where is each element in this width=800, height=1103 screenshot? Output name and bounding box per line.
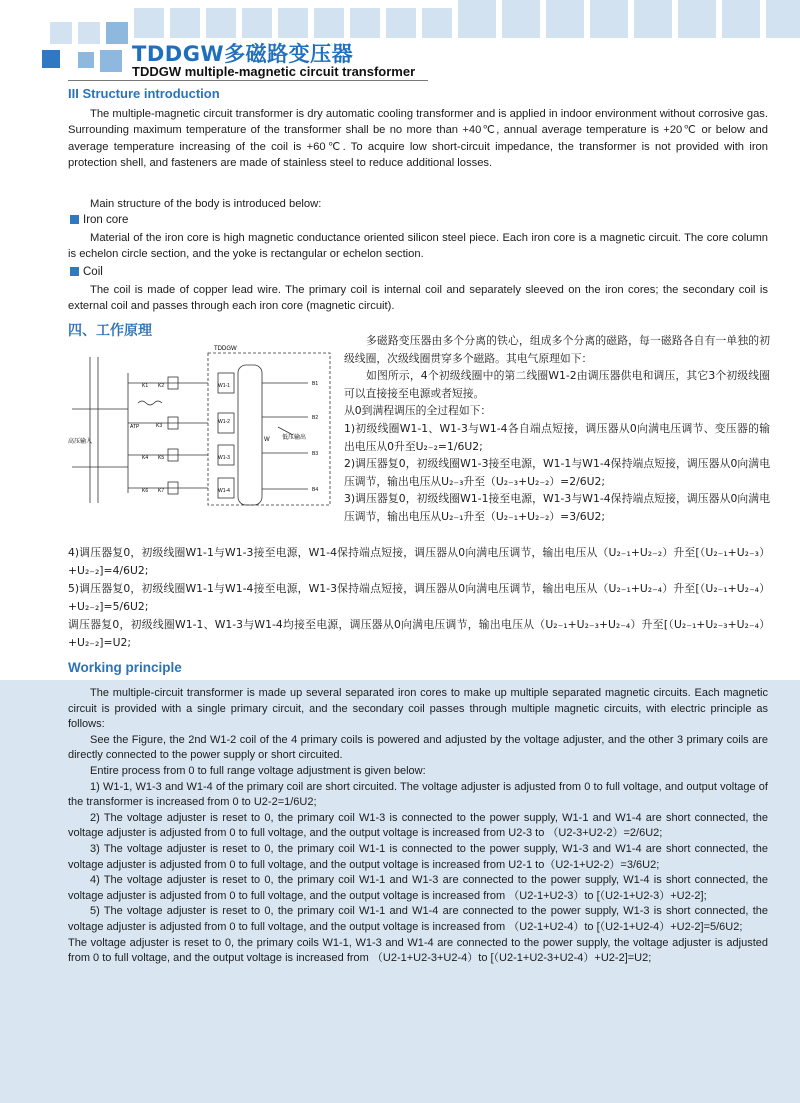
decor-square [458,0,496,38]
diagram-b-label: B3 [312,451,319,457]
principle-cn-p3: 从0到满程调压的全过程如下： [344,404,492,418]
diagram-atp-label: ATP [130,424,140,430]
diagram-k-label: K3 [156,423,163,429]
section-heading-structure: III Structure introduction [68,86,220,101]
working-p3: Entire process from 0 to full range voltage adjustment is given below: [90,764,426,777]
decor-square [78,22,100,44]
diagram-k-label: K5 [158,455,165,461]
principle-cn-p1: 多磁路变压器由多个分离的铁心，组成多个分离的磁路，每一磁路各自有一单独的初级线圈，次级线圈贯穿多个磁路。其电气原理如下： [344,334,770,365]
section-heading-working: Working principle [68,660,182,675]
bullet-square-icon [70,215,79,224]
decor-square [134,8,164,38]
diagram-k-label: K7 [158,488,165,494]
principle-cn-paragraph-wide [68,544,770,652]
decor-square [314,8,344,38]
diagram-input-label: 高压输入 [68,438,93,445]
bullet-label: Coil [83,266,103,278]
decor-square [386,8,416,38]
decor-square [42,50,60,68]
diagram-w-label: W1-3 [218,455,230,461]
bullet-iron-core [70,212,128,228]
structure-intro-line: Main structure of the body is introduced below: [90,198,322,210]
diagram-k-label: K1 [142,383,149,389]
bullet-label: Iron core [83,214,129,226]
diagram-w-label: W1-1 [218,383,230,389]
decor-square [50,22,72,44]
principle-cn-step: 5)调压器复0，初级线圈W1-1与W1-4接至电源，W1-3保持端点短接，调压器从0向满电压调节，输出电压从（U₂₋₁+U₂₋₄）升至[（U₂₋₁+U₂₋₄）+U₂₋₂]=5/6U2; [68,582,770,613]
principle-cn-paragraph [344,332,770,526]
decor-square [502,0,540,38]
working-step: 3) The voltage adjuster is reset to 0, the primary coil W1-1 is connected to the power supply, W1-3 and W1-4 are short connected, the voltage adjuster is adjusted from 0 to full voltage, and the output voltage is increased from U2-1 to（U2-1+U2-2）=3/6U2; [68,842,768,871]
diagram-w-label: W1-4 [218,488,230,494]
page-title-en: TDDGW multiple-magnetic circuit transformer [132,64,416,79]
decor-square [242,8,272,38]
diagram-output-label: 低压输出 [282,434,307,441]
working-step: 1) W1-1, W1-3 and W1-4 of the primary coil are short circuited. The voltage adjuster is adjusted from 0 to full voltage, and output voltage of the transformer is increased from 0 to U2-2=1/6U2; [68,780,768,809]
decor-square [170,8,200,38]
diagram-b-label: B1 [312,381,319,387]
diagram-b-label: B2 [312,415,319,421]
principle-cn-step: 调压器复0，初级线圈W1-1、W1-3与W1-4均接至电源，调压器从0向满电压调节，输出电压从（U₂₋₁+U₂₋₃+U₂₋₄）升至[（U₂₋₁+U₂₋₃+U₂₋₄）+U₂₋₂]=U2; [68,618,770,649]
principle-cn-step: 2)调压器复0，初级线圈W1-3接至电源，W1-1与W1-4保持端点短接，调压器从0向满电压调节，输出电压从U₂₋₃升至（U₂₋₃+U₂₋₂）=2/6U2; [344,457,770,488]
diagram-k-label: K4 [142,455,149,461]
decor-square [206,8,236,38]
principle-cn-step: 3)调压器复0，初级线圈W1-1接至电源，W1-3与W1-4保持端点短接，调压器从0向满电压调节，输出电压从U₂₋₁升至（U₂₋₁+U₂₋₂）=3/6U2; [344,492,770,523]
decor-square [278,8,308,38]
diagram-b-label: B4 [312,487,319,493]
working-p2: See the Figure, the 2nd W1-2 coil of the 4 primary coils is powered and adjusted by the voltage adjuster, and the other 3 primary coils are directly connected to the power supply or short circuited. [68,733,768,762]
iron-core-paragraph: Material of the iron core is high magnetic conductance oriented silicon steel piece. Each iron core is a magnetic circuit. The core column is echelon circle section, and the yoke is rectangular or echelon section. [68,232,768,261]
working-p1: The multiple-circuit transformer is made up several separated iron cores to make up multiple separated magnetic circuits. Each magnetic circuit is provided with a single primary circuit, and the secondary coil passes through multiple magnetic circuits, with electric principle as follows: [68,687,768,731]
working-step: 4) The voltage adjuster is reset to 0, the primary coil W1-1 and W1-3 are connected to the power supply, W1-4 is short connected, the voltage adjuster is adjusted from 0 to full voltage, and the output voltage is increased from （U2-1+U2-3）to [（U2-1+U2-3）+U2-2]; [68,874,768,902]
diagram-k-label: K2 [158,383,165,389]
working-step: 5) The voltage adjuster is reset to 0, the primary coil W1-1 and W1-4 are connected to the power supply, W1-3 is short connected, the voltage adjuster is adjusted from 0 to full voltage, and the output voltage is increased from （U2-1+U2-4）to [（U2-1+U2-4）+U2-2]=5/6U2; [68,905,768,933]
working-step: 2) The voltage adjuster is reset to 0, the primary coil W1-3 is connected to the power supply, W1-1 and W1-4 are short connected, the voltage adjuster is adjusted from 0 to full voltage, and the output voltage is increased from U2-3 to （U2-3+U2-2）=2/6U2; [68,811,768,840]
coil-paragraph: The coil is made of copper lead wire. The primary coil is internal coil and separately sleeved on the iron cores; the secondary coil is external coil and passes through each iron core (magnetic circuit). [68,284,768,313]
page-title-cn: TDDGW多磁路变压器 [132,42,354,66]
decor-square [100,50,122,72]
decor-square [106,22,128,44]
decor-square [546,0,584,38]
decor-square [722,0,760,38]
principle-cn-step: 4)调压器复0，初级线圈W1-1与W1-3接至电源，W1-4保持端点短接，调压器从0向满电压调节，输出电压从（U₂₋₁+U₂₋₂）升至[（U₂₋₁+U₂₋₃）+U₂₋₂]=4/6U2; [68,546,770,577]
title-divider [68,80,428,81]
decor-square [350,8,380,38]
circuit-diagram [68,343,336,511]
working-principle-text [68,686,768,967]
working-step: The voltage adjuster is reset to 0, the primary coils W1-1, W1-3 and W1-4 are connected to the power supply, the voltage adjuster is adjusted from 0 to full voltage, and the output voltage is increased from （U2-1+U2-3+U2-4）to [（U2-1+U2-3+U2-4）+U2-2]=U2; [68,936,768,965]
principle-cn-step: 1)初级线圈W1-1、W1-3与W1-4各自端点短接，调压器从0向满电压调节、变压器的输出电压从0升至U₂₋₂=1/6U2; [344,421,770,453]
structure-paragraph: The multiple-magnetic circuit transformer is dry automatic cooling transformer and is applied in indoor environment without corrosive gas. Surrounding maximum temperature of the transformer shall be no more than +40℃, annual average temperature is +20℃ or below and average temperature increasing of the coil is +60℃. To acquire low short-circuit impedance, the transformer is not provided with iron protection shell, and fasteners are made of stainless steel to reduce additional losses. [68,108,768,170]
diagram-box-label: TDDGW [214,346,237,352]
decor-square [634,0,672,38]
section-heading-principle-cn: 四、工作原理 [68,323,152,339]
decor-square [590,0,628,38]
decor-square [78,52,94,68]
bullet-square-icon [70,267,79,276]
diagram-w-center-label: W [264,437,270,443]
decor-square [678,0,716,38]
bullet-coil [70,264,103,280]
diagram-k-label: K6 [142,488,149,494]
principle-cn-p2: 如图所示，4个初级线圈中的第二线圈W1-2由调压器供电和调压，其它3个初级线圈可以直接接至电源或者短接。 [344,369,770,400]
decor-square [422,8,452,38]
diagram-w-label: W1-2 [218,419,230,425]
decor-square [766,0,800,38]
